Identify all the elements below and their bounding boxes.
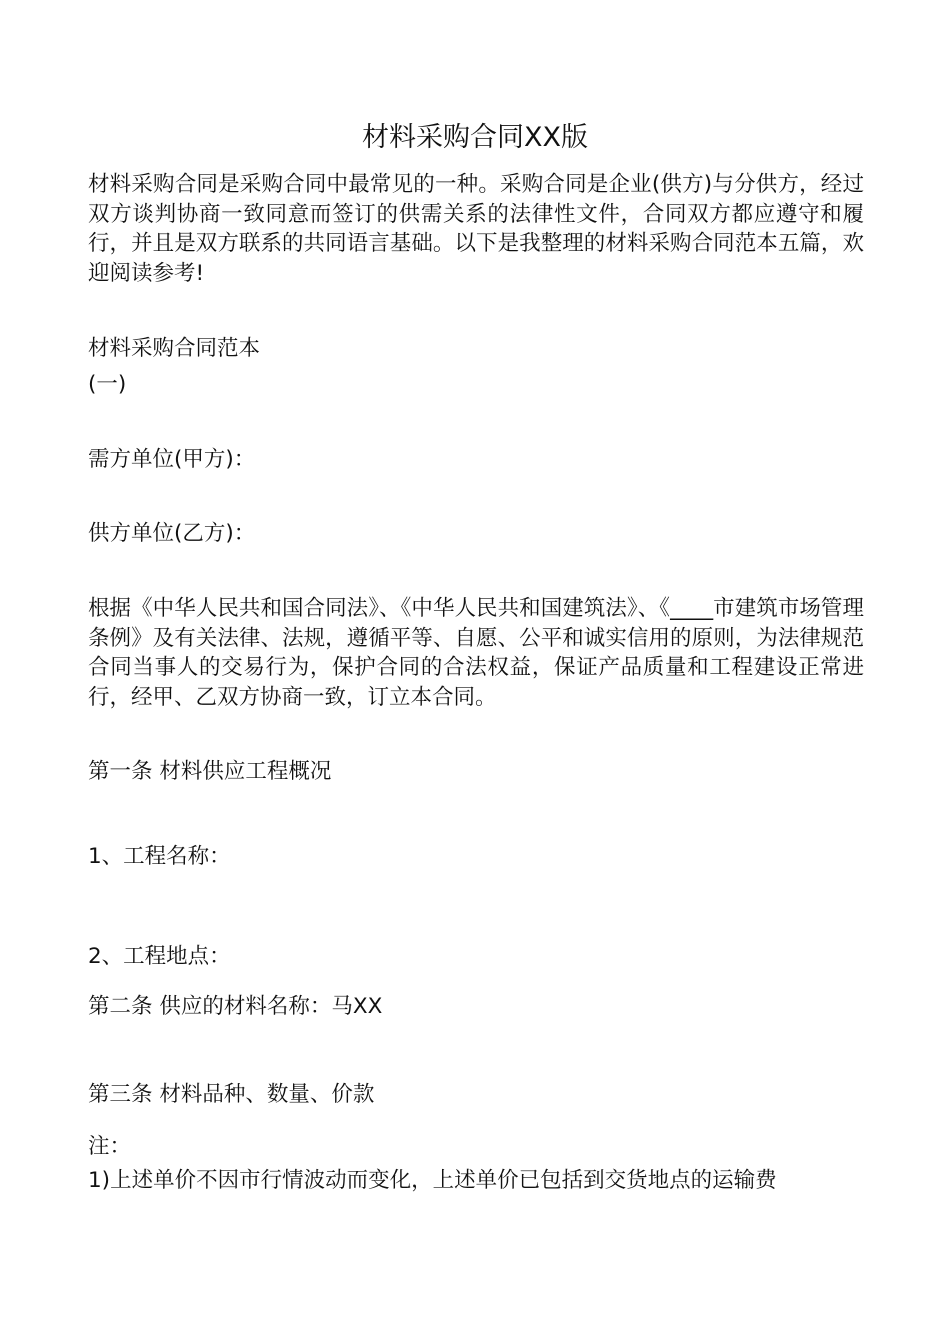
- sample-number: (一): [88, 372, 127, 397]
- document-title: 材料采购合同XX版: [362, 122, 588, 153]
- article-1-heading: 第一条 材料供应工程概况: [88, 759, 332, 784]
- sample-heading: 材料采购合同范本: [88, 336, 261, 361]
- intro-paragraph: 材料采购合同是采购合同中最常见的一种。采购合同是企业(供方)与分供方，经过双方谈判协商一致同意而签订的供需关系的法律性文件，合同双方都应遵守和履行，并且是双方联系的共同语言基础。以下是我整理的材料采购合同范本五篇，欢迎阅读参考!: [88, 172, 864, 286]
- note-item-1: 1)上述单价不因市行情波动而变化，上述单价已包括到交货地点的运输费: [88, 1168, 777, 1193]
- article-2-heading: 第二条 供应的材料名称：马XX: [88, 994, 383, 1019]
- article-3-heading: 第三条 材料品种、数量、价款: [88, 1082, 375, 1107]
- basis-paragraph: 根据《中华人民共和国合同法》、《中华人民共和国建筑法》、《____市建筑市场管理条例》及有关法律、法规，遵循平等、自愿、公平和诚实信用的原则，为法律规范合同当事人的交易行为，保护合同的合法权益，保证产品质量和工程建设正常进行，经甲、乙双方协商一致，订立本合同。: [88, 596, 864, 710]
- item-project-name: 1、工程名称：: [88, 844, 231, 869]
- note-label: 注：: [88, 1134, 132, 1159]
- party-b-label: 供方单位(乙方)：: [88, 521, 256, 546]
- item-project-location: 2、工程地点：: [88, 944, 231, 969]
- party-a-label: 需方单位(甲方)：: [88, 447, 256, 472]
